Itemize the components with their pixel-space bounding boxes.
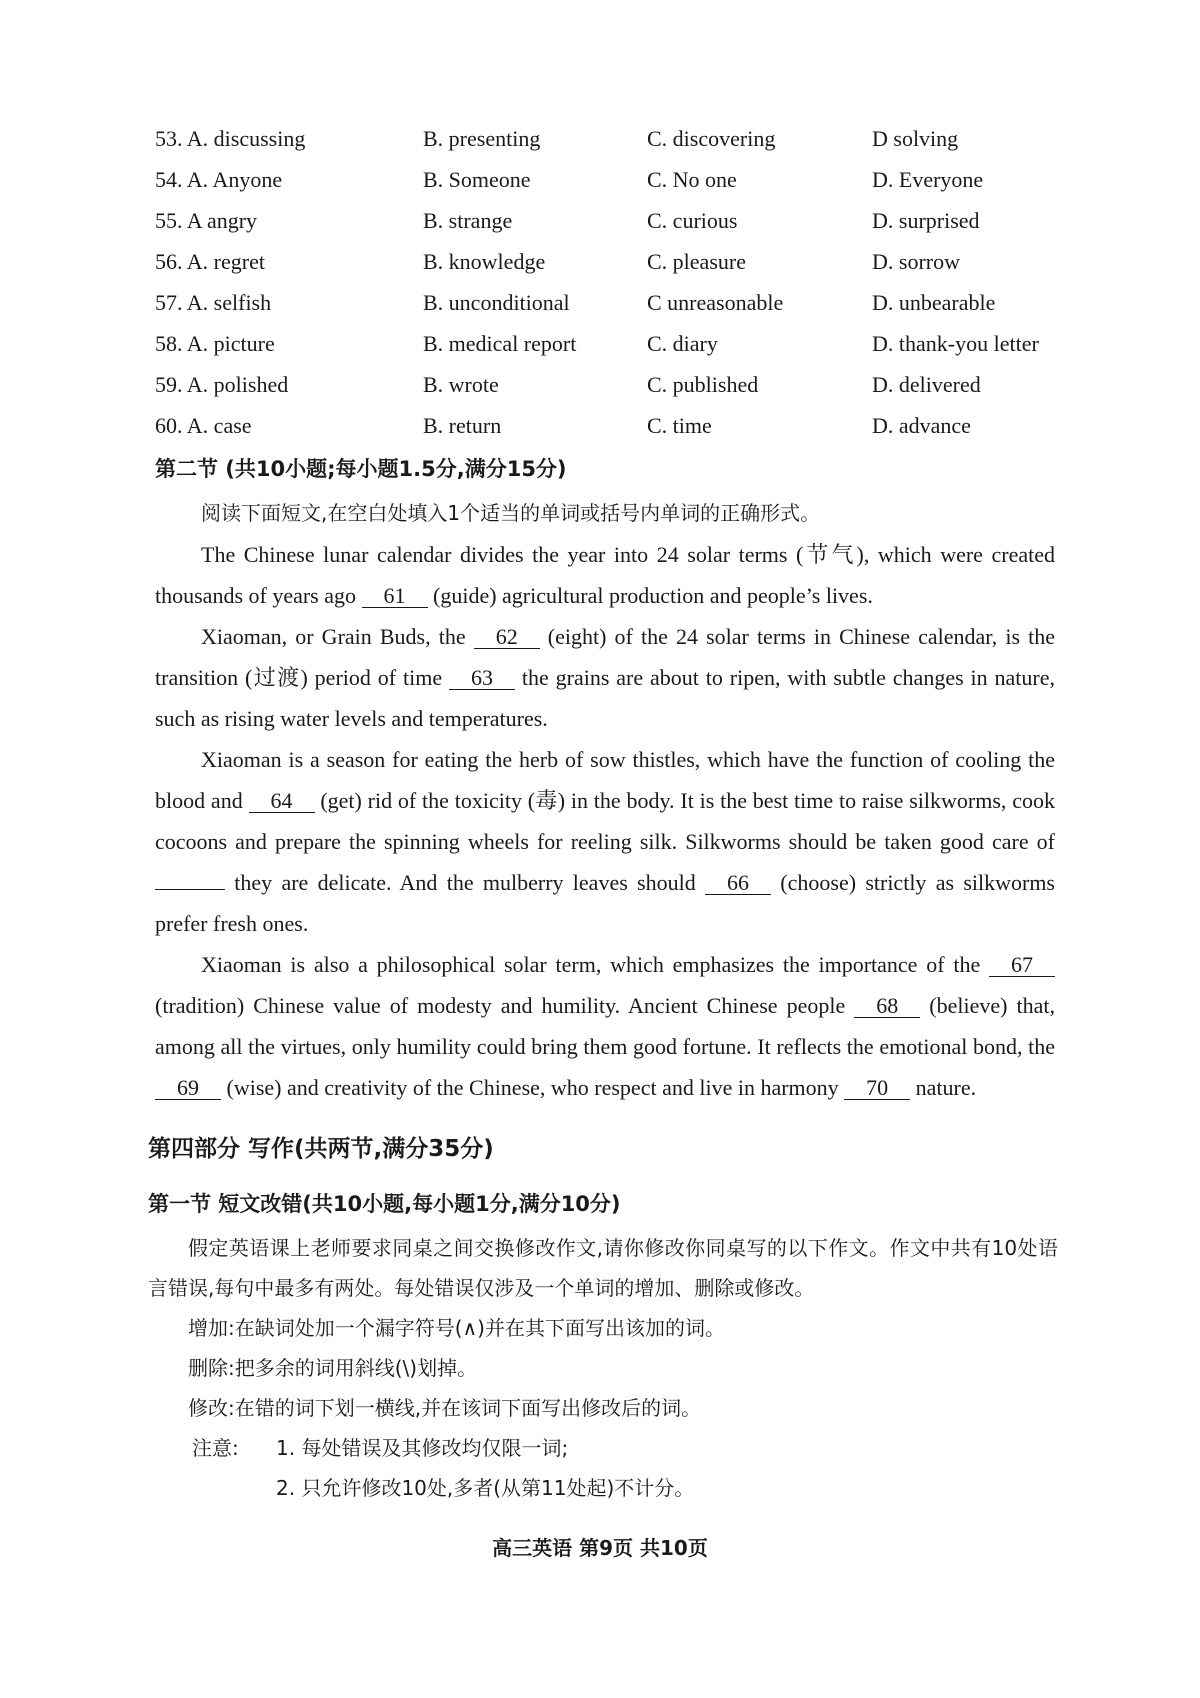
option-row: [155, 323, 1055, 364]
option-c: C. time: [647, 413, 712, 438]
passage-text: nature.: [910, 1075, 977, 1100]
option-row: [155, 118, 1055, 159]
option-c: C. No one: [647, 167, 737, 192]
option-c: C unreasonable: [647, 290, 784, 315]
instructions-intro: 假定英语课上老师要求同桌之间交换修改作文,请你修改你同桌写的以下作文。作文中共有10处语言错误,每句中最多有两处。每处错误仅涉及一个单词的增加、删除或修改。: [148, 1236, 1058, 1300]
passage-text: (guide) agricultural production and people’s lives.: [427, 583, 873, 608]
option-d: D solving: [872, 126, 959, 151]
option-a: 57. A. selfish: [155, 290, 272, 315]
passage-text: (tradition) Chinese value of modesty and humility. Ancient Chinese people: [155, 993, 855, 1018]
option-d: D. thank-you letter: [872, 331, 1039, 356]
option-a: 54. A. Anyone: [155, 167, 283, 192]
blank-70[interactable]: 70: [844, 1077, 910, 1100]
note-row: [148, 1428, 1058, 1468]
blank-68[interactable]: 68: [854, 995, 920, 1018]
passage-paragraph-3: [155, 739, 1055, 944]
passage-text: The Chinese lunar calendar divides the year into 24 solar terms (节气), which were created thousands of years ago: [155, 542, 1055, 608]
passage-text: Xiaoman is also a philosophical solar term, which emphasizes the importance of the: [201, 952, 989, 977]
blank-62[interactable]: 62: [474, 626, 540, 649]
blank-64[interactable]: 64: [249, 790, 315, 813]
blank-69[interactable]: 69: [155, 1077, 221, 1100]
blank-67[interactable]: 67: [989, 954, 1055, 977]
option-a: 59. A. polished: [155, 372, 289, 397]
passage-paragraph-2: [155, 616, 1055, 739]
option-c: C. pleasure: [647, 249, 746, 274]
passage-text: (eight) of the 24 solar terms in Chinese calendar, is the transition (过渡) period of time: [155, 624, 1055, 690]
passage-text: they are delicate. And the mulberry leaves should: [225, 870, 706, 895]
instruction-add: 增加:在缺词处加一个漏字符号(∧)并在其下面写出该加的词。: [188, 1316, 725, 1340]
instruction-delete: 删除:把多余的词用斜线(\)划掉。: [188, 1356, 478, 1380]
option-a: 55. A angry: [155, 208, 258, 233]
option-row: [155, 200, 1055, 241]
option-c: C. curious: [647, 208, 738, 233]
option-c: C. diary: [647, 331, 718, 356]
option-b: B. Someone: [423, 167, 531, 192]
blank-66[interactable]: 66: [705, 872, 771, 895]
option-row: [155, 159, 1055, 200]
passage-paragraph-4: [155, 944, 1055, 1108]
section-2-instruction: 阅读下面短文,在空白处填入1个适当的单词或括号内单词的正确形式。: [201, 501, 821, 525]
option-d: D. Everyone: [872, 167, 984, 192]
passage-text: (believe) that, among all the virtues, only humility could bring them good fortune. It reflects the emotional bond, the: [155, 993, 1055, 1059]
option-d: D. unbearable: [872, 290, 996, 315]
option-d: D. sorrow: [872, 249, 960, 274]
note-label: 注意:: [192, 1436, 239, 1460]
blank-61[interactable]: 61: [362, 585, 428, 608]
option-d: D. surprised: [872, 208, 980, 233]
passage-text: (get) rid of the toxicity (毒) in the body. It is the best time to raise silkworms, cook cocoons and prepare the spinning wheels for reeling silk. Silkworms should be taken good care of: [155, 788, 1055, 854]
option-row: [155, 405, 1055, 446]
option-d: D. delivered: [872, 372, 981, 397]
passage-paragraph-1: [155, 534, 1055, 616]
option-a: 53. A. discussing: [155, 126, 306, 151]
option-c: C. discovering: [647, 126, 776, 151]
note-row: [148, 1468, 1058, 1508]
passage-text: the grains are about to ripen, with subtle changes in nature, such as rising water levels and temperatures.: [155, 665, 1055, 731]
option-d: D. advance: [872, 413, 971, 438]
option-b: B. strange: [423, 208, 513, 233]
passage-text: (choose) strictly as silkworms prefer fresh ones.: [155, 870, 1055, 936]
part-4-section-1-title: 第一节 短文改错(共10小题,每小题1分,满分10分): [148, 1192, 621, 1216]
option-row: [155, 282, 1055, 323]
passage-text: Xiaoman is a season for eating the herb of sow thistles, which have the function of cooling the blood and: [155, 747, 1055, 813]
option-a: 56. A. regret: [155, 249, 265, 274]
option-row: [155, 364, 1055, 405]
error-correction-instructions: [148, 1228, 1058, 1508]
option-b: B. return: [423, 413, 502, 438]
blank-65[interactable]: [155, 889, 225, 890]
option-row: [155, 241, 1055, 282]
option-b: B. knowledge: [423, 249, 546, 274]
options-table: [155, 118, 1055, 446]
page-footer: 高三英语 第9页 共10页: [492, 1536, 708, 1560]
option-b: B. presenting: [423, 126, 541, 151]
instruction-modify: 修改:在错的词下划一横线,并在该词下面写出修改后的词。: [188, 1396, 702, 1420]
part-4-title: 第四部分 写作(共两节,满分35分): [148, 1136, 494, 1162]
blank-63[interactable]: 63: [449, 667, 515, 690]
passage-text: (wise) and creativity of the Chinese, who respect and live in harmony: [221, 1075, 845, 1100]
option-a: 58. A. picture: [155, 331, 275, 356]
option-a: 60. A. case: [155, 413, 252, 438]
section-2-title: 第二节 (共10小题;每小题1.5分,满分15分): [155, 457, 567, 481]
option-b: B. unconditional: [423, 290, 570, 315]
option-b: B. wrote: [423, 372, 499, 397]
passage-text: Xiaoman, or Grain Buds, the: [201, 624, 474, 649]
passage: [155, 493, 1055, 1108]
option-b: B. medical report: [423, 331, 577, 356]
note-item-2: 2. 只允许修改10处,多者(从第11处起)不计分。: [276, 1476, 695, 1500]
note-item-1: 1. 每处错误及其修改均仅限一词;: [276, 1436, 569, 1460]
option-c: C. published: [647, 372, 759, 397]
